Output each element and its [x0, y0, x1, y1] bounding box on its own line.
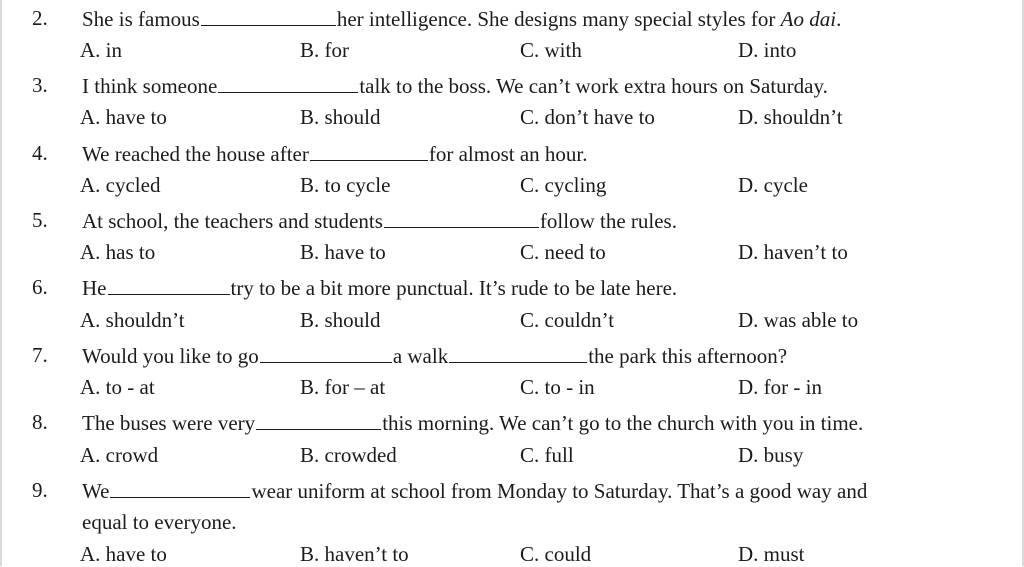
question-number: 7.	[32, 343, 48, 367]
answer-blank[interactable]	[256, 409, 381, 430]
option-c[interactable]: C. need to	[520, 240, 606, 264]
question-text	[82, 72, 828, 99]
question-text	[82, 207, 677, 234]
option-b[interactable]: B. to cycle	[300, 173, 391, 197]
option-c[interactable]: C. could	[520, 542, 592, 566]
option-d[interactable]: D. was able to	[738, 308, 859, 332]
question-text	[82, 5, 841, 32]
question-text-italic: Ao dai	[780, 7, 837, 31]
question-text	[82, 409, 863, 436]
question-text-middle: a walk	[392, 344, 449, 368]
question-text-after: .	[836, 7, 842, 31]
option-a[interactable]: A. has to	[80, 240, 156, 264]
question-text-before: We	[82, 479, 110, 503]
question-text-middle: her intelligence. She designs many special styles for	[336, 7, 781, 31]
question-text-after: the park this afternoon?	[588, 344, 788, 368]
option-a[interactable]: A. crowd	[80, 443, 159, 467]
option-c[interactable]: C. don’t have to	[520, 105, 655, 129]
question-text-before: The buses were very	[82, 411, 256, 435]
question-number: 6.	[32, 275, 48, 299]
option-a[interactable]: A. shouldn’t	[80, 308, 185, 332]
question-text-continuation: equal to everyone.	[82, 510, 237, 534]
option-c[interactable]: C. to - in	[520, 375, 595, 399]
option-d[interactable]: D. shouldn’t	[738, 105, 843, 129]
option-a[interactable]: A. to - at	[80, 375, 155, 399]
answer-blank[interactable]	[110, 477, 250, 498]
question-text-before: I think someone	[82, 74, 218, 98]
question-text-before: She is famous	[82, 7, 200, 31]
option-d[interactable]: D. cycle	[738, 173, 808, 197]
option-c[interactable]: C. couldn’t	[520, 308, 615, 332]
option-b[interactable]: B. crowded	[300, 443, 397, 467]
question-text-before: Would you like to go	[82, 344, 259, 368]
question-text	[82, 274, 677, 301]
question-text-after: follow the rules.	[539, 209, 677, 233]
question-number: 3.	[32, 73, 48, 97]
answer-blank[interactable]	[384, 207, 539, 228]
option-b[interactable]: B. should	[300, 105, 381, 129]
answer-blank[interactable]	[201, 5, 336, 26]
question-number: 2.	[32, 6, 48, 30]
answer-blank-2[interactable]	[449, 342, 587, 363]
question-text-after: wear uniform at school from Monday to Saturday. That’s a good way and	[251, 479, 868, 503]
option-a[interactable]: A. have to	[80, 105, 167, 129]
question-text	[82, 342, 787, 369]
answer-blank[interactable]	[218, 72, 358, 93]
question-number: 9.	[32, 478, 48, 502]
option-d[interactable]: D. for - in	[738, 375, 822, 399]
option-a[interactable]: A. have to	[80, 542, 167, 566]
option-b[interactable]: B. should	[300, 308, 381, 332]
option-d[interactable]: D. into	[738, 38, 797, 62]
option-a[interactable]: A. cycled	[80, 173, 161, 197]
question-number: 8.	[32, 410, 48, 434]
question-text	[82, 477, 867, 504]
option-a[interactable]: A. in	[80, 38, 122, 62]
option-b[interactable]: B. have to	[300, 240, 386, 264]
question-text-after: try to be a bit more punctual. It’s rude to be late here.	[230, 276, 678, 300]
question-number: 5.	[32, 208, 48, 232]
option-b[interactable]: B. for	[300, 38, 349, 62]
question-text	[82, 140, 588, 167]
question-text-after: this morning. We can’t go to the church with you in time.	[382, 411, 864, 435]
question-text-after: talk to the boss. We can’t work extra hours on Saturday.	[359, 74, 828, 98]
answer-blank[interactable]	[108, 274, 230, 295]
option-d[interactable]: D. haven’t to	[738, 240, 848, 264]
option-c[interactable]: C. cycling	[520, 173, 607, 197]
question-text-after: for almost an hour.	[428, 142, 588, 166]
option-b[interactable]: B. haven’t to	[300, 542, 409, 566]
answer-blank[interactable]	[310, 140, 428, 161]
question-text-before: We reached the house after	[82, 142, 309, 166]
option-d[interactable]: D. busy	[738, 443, 804, 467]
option-d[interactable]: D. must	[738, 542, 805, 566]
question-number: 4.	[32, 141, 48, 165]
answer-blank-1[interactable]	[260, 342, 392, 363]
option-c[interactable]: C. full	[520, 443, 574, 467]
question-text-before: He	[82, 276, 107, 300]
option-b[interactable]: B. for – at	[300, 375, 386, 399]
question-text-before: At school, the teachers and students	[82, 209, 383, 233]
option-c[interactable]: C. with	[520, 38, 582, 62]
